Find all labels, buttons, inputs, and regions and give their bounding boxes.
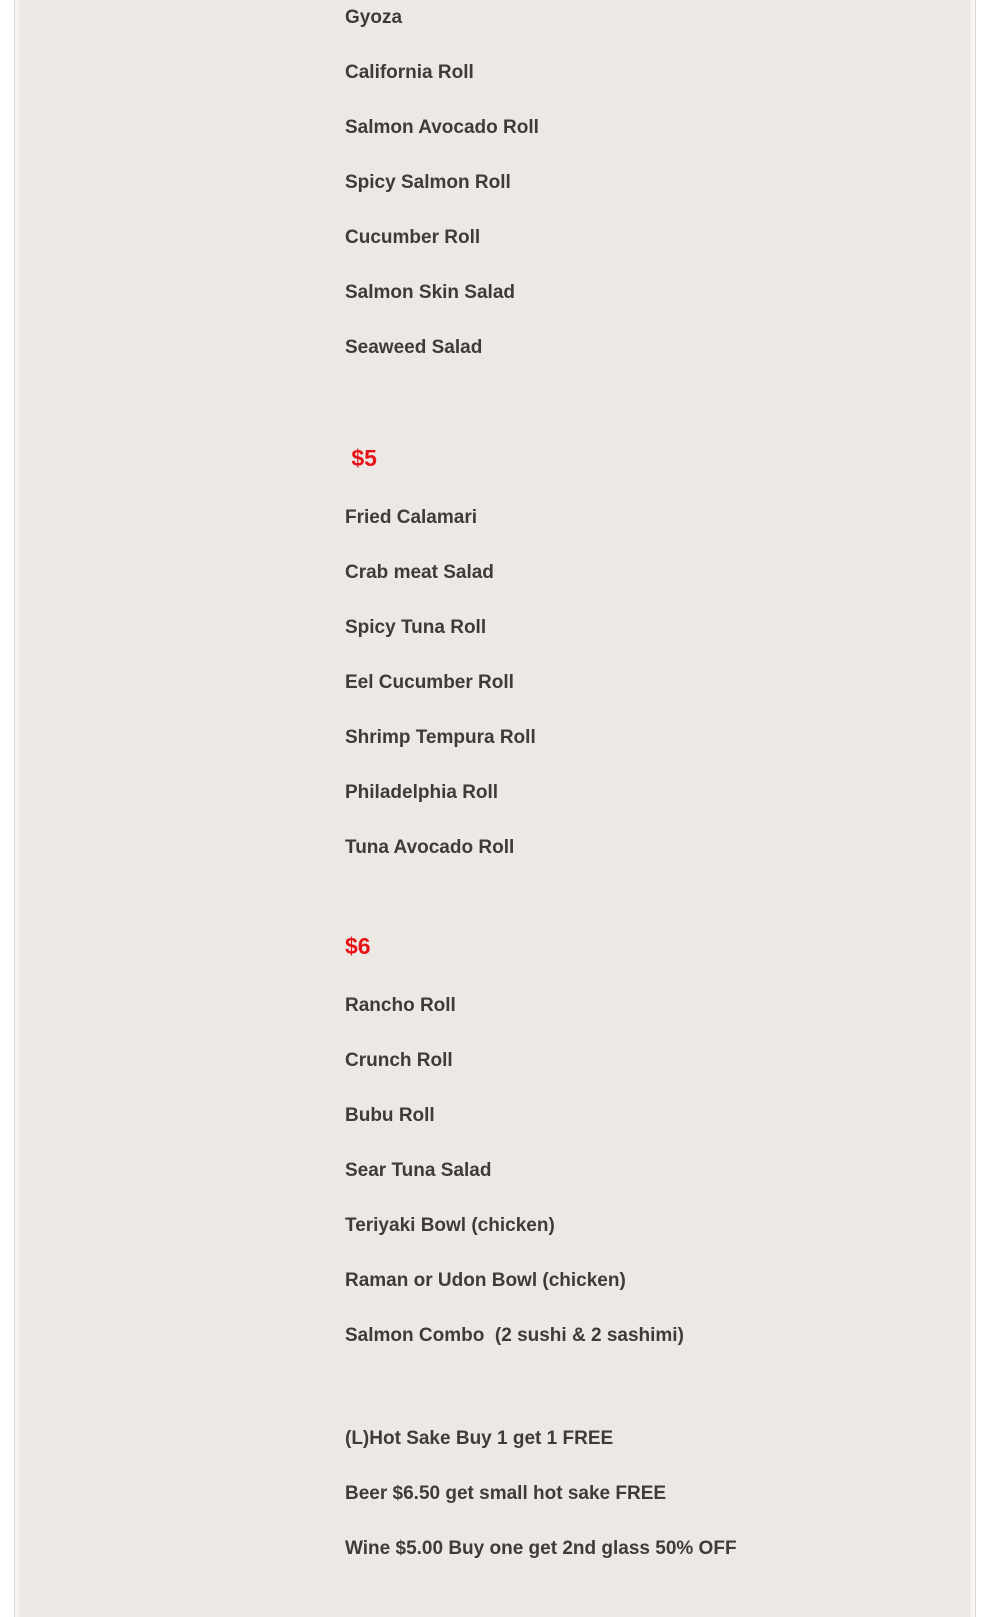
menu-item: Crab meat Salad [345, 562, 494, 583]
section-spacer [345, 891, 935, 932]
menu-item: (L)Hot Sake Buy 1 get 1 FREE [345, 1428, 614, 1449]
menu-item: Sear Tuna Salad [345, 1160, 492, 1181]
menu-item: Spicy Tuna Roll [345, 617, 487, 638]
menu-item: Salmon Combo (2 sushi & 2 sashimi) [345, 1325, 684, 1346]
price-heading-5: $5 [345, 445, 377, 471]
menu-item: Teriyaki Bowl (chicken) [345, 1215, 555, 1236]
menu-item: Shrimp Tempura Roll [345, 727, 536, 748]
menu-item: Raman or Udon Bowl (chicken) [345, 1270, 626, 1291]
menu-item: Salmon Skin Salad [345, 282, 515, 303]
menu-item: Crunch Roll [345, 1050, 453, 1071]
menu-item: Gyoza [345, 7, 403, 28]
menu-item: Cucumber Roll [345, 227, 481, 248]
menu-item: Fried Calamari [345, 507, 477, 528]
menu-section-drinks [345, 1427, 935, 1561]
menu-item: Salmon Avocado Roll [345, 117, 539, 138]
menu-item: California Roll [345, 62, 474, 83]
menu-item: Tuna Avocado Roll [345, 837, 515, 858]
menu-section-dollar4 [345, 6, 935, 360]
menu-item: Spicy Salmon Roll [345, 172, 511, 193]
menu-item: Beer $6.50 get small hot sake FREE [345, 1483, 667, 1504]
menu-item: Bubu Roll [345, 1105, 435, 1126]
menu-content-panel [14, 0, 976, 1617]
menu-item: Rancho Roll [345, 995, 456, 1016]
price-heading-6: $6 [345, 933, 371, 959]
section-spacer [345, 391, 935, 444]
menu-item: Seaweed Salad [345, 337, 483, 358]
menu-section-dollar5 [345, 444, 935, 860]
menu-item: Eel Cucumber Roll [345, 672, 514, 693]
menu-item: Philadelphia Roll [345, 782, 499, 803]
menu-item: Wine $5.00 Buy one get 2nd glass 50% OFF [345, 1538, 737, 1559]
section-spacer [345, 1379, 935, 1427]
menu-section-dollar6 [345, 932, 935, 1348]
